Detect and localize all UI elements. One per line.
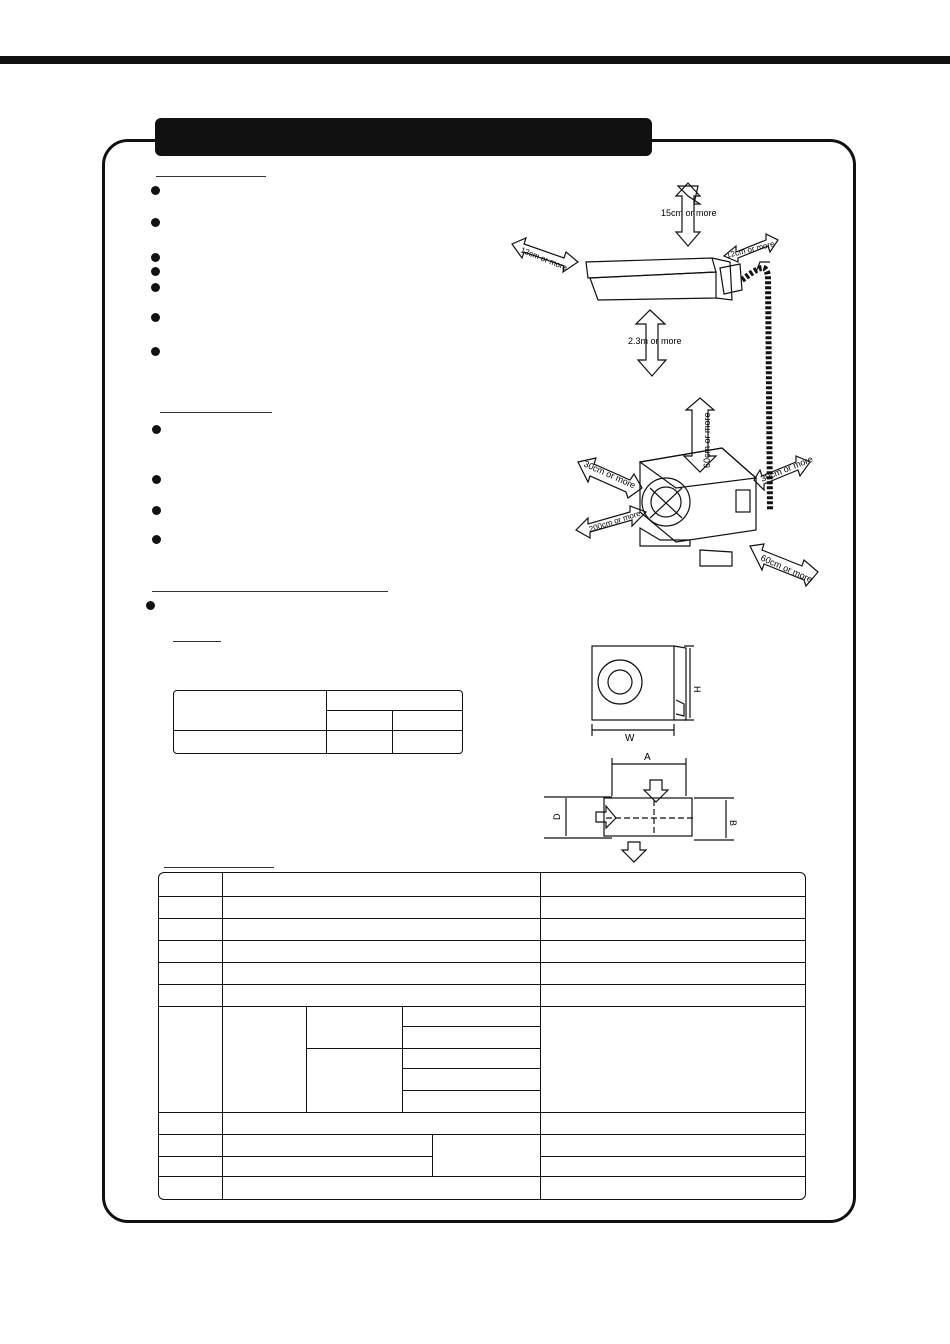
- label-outdoor-back: 60cm or more: [759, 552, 814, 585]
- label-right-indoor-clearance: 12cm or more: [725, 239, 776, 260]
- label-outdoor-left: 30cm or more: [582, 458, 637, 491]
- label-w: W: [625, 733, 635, 744]
- label-left-indoor-clearance: 12cm or more: [519, 245, 569, 273]
- spec-table: [158, 872, 806, 1200]
- label-d: D: [552, 813, 562, 820]
- label-a: A: [644, 752, 651, 763]
- label-outdoor-front: 200cm or more: [587, 508, 642, 534]
- spec-heading-rule: [164, 867, 274, 868]
- label-b: B: [728, 820, 738, 827]
- label-top-clearance: 15cm or more: [661, 208, 717, 218]
- label-h: H: [692, 686, 702, 693]
- label-outdoor-right: 30cm or more: [759, 453, 815, 484]
- label-outdoor-top: 60cm or more: [702, 412, 712, 468]
- label-floor-clearance: 2.3m or more: [628, 336, 682, 346]
